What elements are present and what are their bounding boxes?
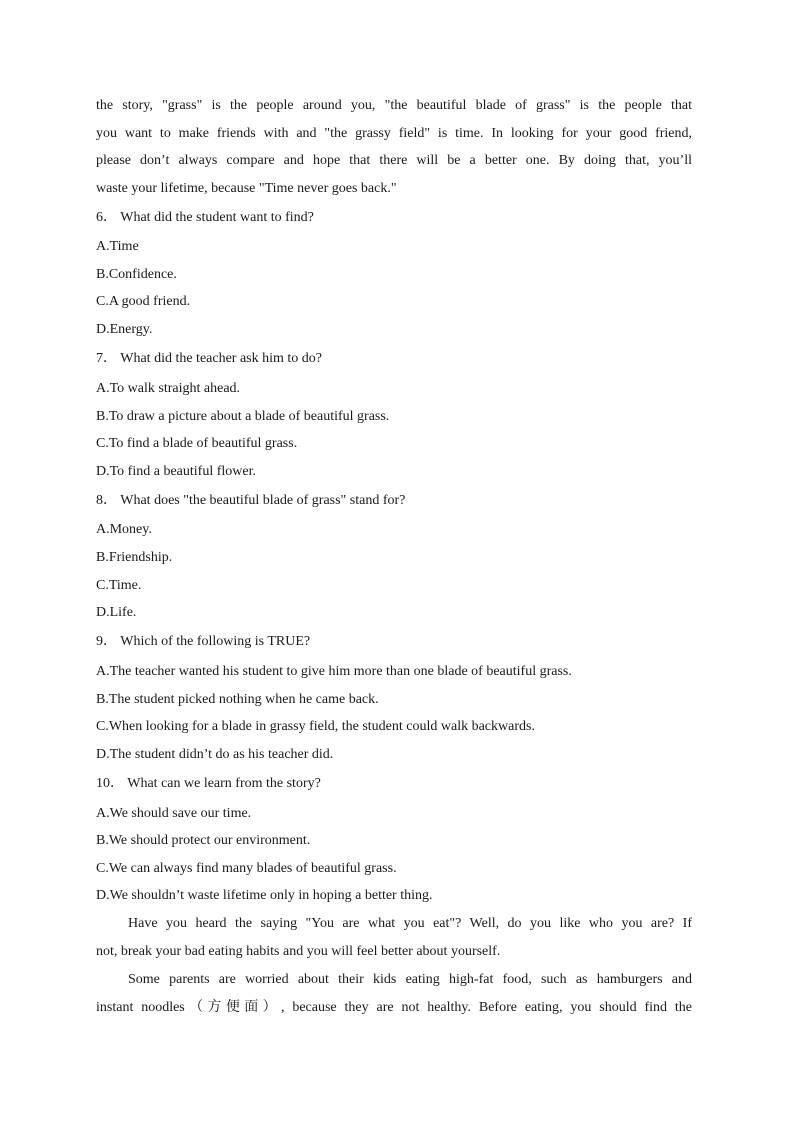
question-10-option-d: D.We shouldn’t waste lifetime only in hoping a better thing. bbox=[96, 888, 433, 903]
question-7-option-b: B.To draw a picture about a blade of beautiful grass. bbox=[96, 409, 390, 424]
passage-line: instant noodles（方便面）, because they are not healthy. Before eating, you should find the bbox=[96, 1000, 692, 1015]
question-10-option-b: B.We should protect our environment. bbox=[96, 833, 311, 848]
question-8-option-c: C.Time. bbox=[96, 578, 142, 593]
question-10-option-c: C.We can always find many blades of beautiful grass. bbox=[96, 861, 397, 876]
question-6-option-a: A.Time bbox=[96, 239, 139, 254]
question-8-option-b: B.Friendship. bbox=[96, 550, 173, 565]
question-7-option-a: A.To walk straight ahead. bbox=[96, 381, 241, 396]
question-6-option-c: C.A good friend. bbox=[96, 294, 191, 309]
question-10-stem: 10． What can we learn from the story? bbox=[96, 776, 321, 791]
question-8-stem: 8． What does "the beautiful blade of grass" stand for? bbox=[96, 493, 406, 508]
question-7-stem: 7． What did the teacher ask him to do? bbox=[96, 351, 323, 366]
passage-line: the story, "grass" is the people around you, "the beautiful blade of grass" is the people that bbox=[96, 98, 692, 113]
question-6-stem: 6． What did the student want to find? bbox=[96, 210, 314, 225]
passage-line: you want to make friends with and "the grassy field" is time. In looking for your good friend, bbox=[96, 126, 692, 141]
question-9-option-b: B.The student picked nothing when he came back. bbox=[96, 692, 379, 707]
question-9-stem: 9． Which of the following is TRUE? bbox=[96, 634, 311, 649]
passage-line: please don’t always compare and hope that there will be a better one. By doing that, you’ll bbox=[96, 153, 692, 168]
question-6-option-d: D.Energy. bbox=[96, 322, 153, 337]
passage-line: not, break your bad eating habits and you will feel better about yourself. bbox=[96, 944, 501, 959]
question-10-option-a: A.We should save our time. bbox=[96, 806, 252, 821]
question-9-option-c: C.When looking for a blade in grassy field, the student could walk backwards. bbox=[96, 719, 535, 734]
question-9-option-a: A.The teacher wanted his student to give him more than one blade of beautiful grass. bbox=[96, 664, 572, 679]
question-6-option-b: B.Confidence. bbox=[96, 267, 177, 282]
passage-line: waste your lifetime, because "Time never goes back." bbox=[96, 181, 397, 196]
passage-line: Some parents are worried about their kids eating high-fat food, such as hamburgers and bbox=[128, 972, 692, 987]
question-7-option-d: D.To find a beautiful flower. bbox=[96, 464, 256, 479]
question-8-option-d: D.Life. bbox=[96, 605, 137, 620]
question-8-option-a: A.Money. bbox=[96, 522, 152, 537]
question-7-option-c: C.To find a blade of beautiful grass. bbox=[96, 436, 298, 451]
question-9-option-d: D.The student didn’t do as his teacher did. bbox=[96, 747, 334, 762]
passage-line: Have you heard the saying "You are what you eat"? Well, do you like who you are? If bbox=[128, 916, 692, 931]
